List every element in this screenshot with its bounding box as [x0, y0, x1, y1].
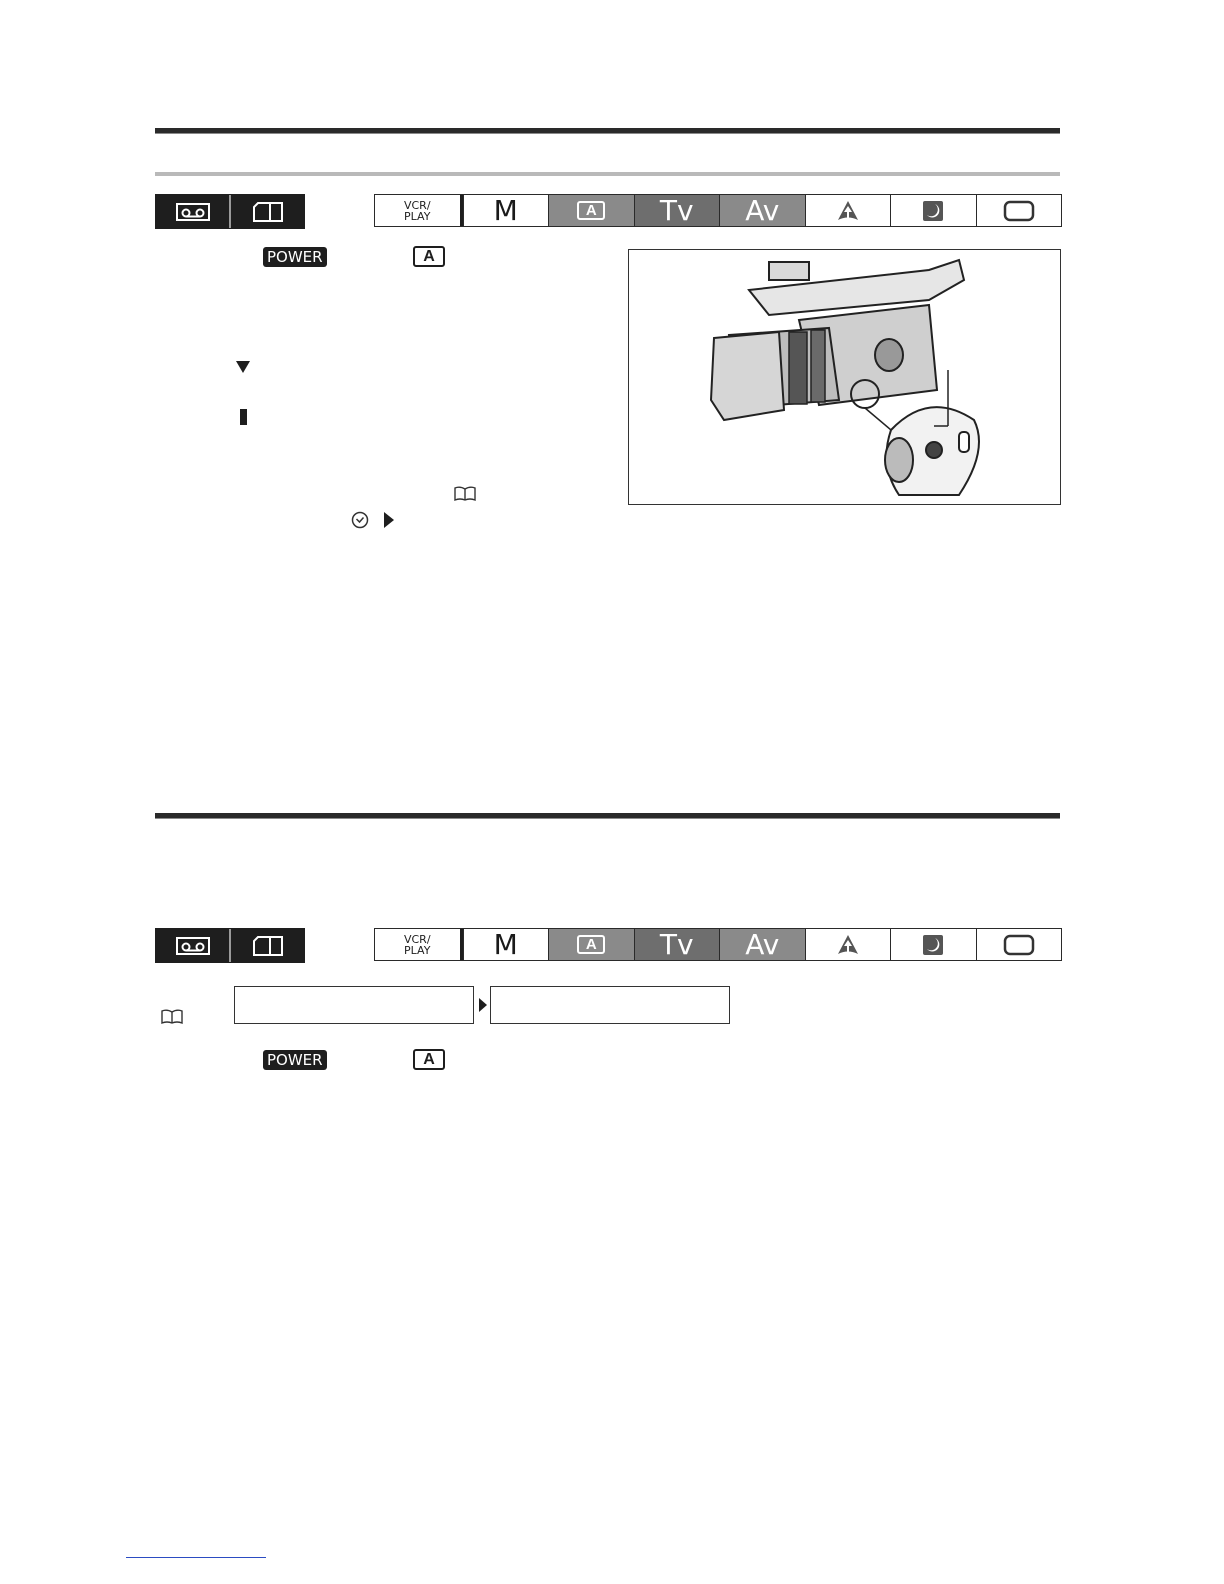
- card-icon: [253, 202, 283, 222]
- blank-mode-icon: [1003, 934, 1035, 956]
- auto-mode-label: A: [577, 201, 605, 220]
- play-label: PLAY: [404, 209, 431, 223]
- arrow-right-icon: [478, 997, 488, 1013]
- mode-av: Av: [719, 195, 805, 226]
- book-icon: [161, 1009, 183, 1024]
- bar-icon: [240, 409, 247, 425]
- mode-tv: Tv: [634, 195, 720, 226]
- mode-spotlight: [805, 929, 891, 960]
- triangle-down-icon: [236, 361, 250, 373]
- media-mode-bar-1: [155, 194, 305, 229]
- auto-badge-2: A: [413, 1049, 445, 1070]
- mode-tv: Tv: [634, 929, 720, 960]
- night-icon: [922, 934, 944, 956]
- menu-path-box-2: [490, 986, 730, 1024]
- clock-check-icon: [351, 511, 369, 529]
- card-mode-cell: [229, 195, 304, 228]
- tape-mode-cell: [156, 195, 229, 228]
- mode-vcr-play: [375, 929, 463, 960]
- auto-badge-1: A: [413, 246, 445, 267]
- blank-mode-icon: [1003, 200, 1035, 222]
- mode-manual: M: [463, 195, 549, 226]
- tape-mode-cell: [156, 929, 229, 962]
- power-badge-2: POWER: [263, 1050, 327, 1070]
- tape-icon: [176, 937, 210, 955]
- vcr-label: VCR/: [403, 932, 431, 946]
- mode-spotlight: [805, 195, 891, 226]
- arrow-right-icon: [383, 511, 395, 529]
- spotlight-icon: [837, 200, 859, 222]
- mode-night: [890, 929, 976, 960]
- mode-manual: M: [463, 929, 549, 960]
- mode-av: Av: [719, 929, 805, 960]
- mode-blank: [976, 929, 1062, 960]
- mode-blank: [976, 195, 1062, 226]
- spotlight-icon: [837, 934, 859, 956]
- card-icon: [253, 936, 283, 956]
- section-1-sub-rule: [155, 172, 1060, 176]
- night-icon: [922, 200, 944, 222]
- mode-auto: [548, 195, 634, 226]
- camcorder-drawing: [629, 250, 1060, 504]
- section-1-top-rule: [155, 128, 1060, 133]
- shooting-mode-bar-1: [374, 194, 1062, 227]
- mode-vcr-play: [375, 195, 463, 226]
- vcr-label: VCR/: [403, 198, 431, 212]
- shooting-mode-bar-2: [374, 928, 1062, 961]
- book-icon: [454, 486, 476, 501]
- footer-link-underline[interactable]: [126, 1557, 266, 1558]
- mode-auto: [548, 929, 634, 960]
- power-badge-1: POWER: [263, 247, 327, 267]
- mode-night: [890, 195, 976, 226]
- tape-icon: [176, 203, 210, 221]
- media-mode-bar-2: [155, 928, 305, 963]
- card-mode-cell: [229, 929, 304, 962]
- menu-path-box-1: [234, 986, 474, 1024]
- play-label: PLAY: [404, 943, 431, 957]
- section-2-top-rule: [155, 813, 1060, 818]
- auto-mode-label: A: [577, 935, 605, 954]
- camcorder-illustration: [628, 249, 1061, 505]
